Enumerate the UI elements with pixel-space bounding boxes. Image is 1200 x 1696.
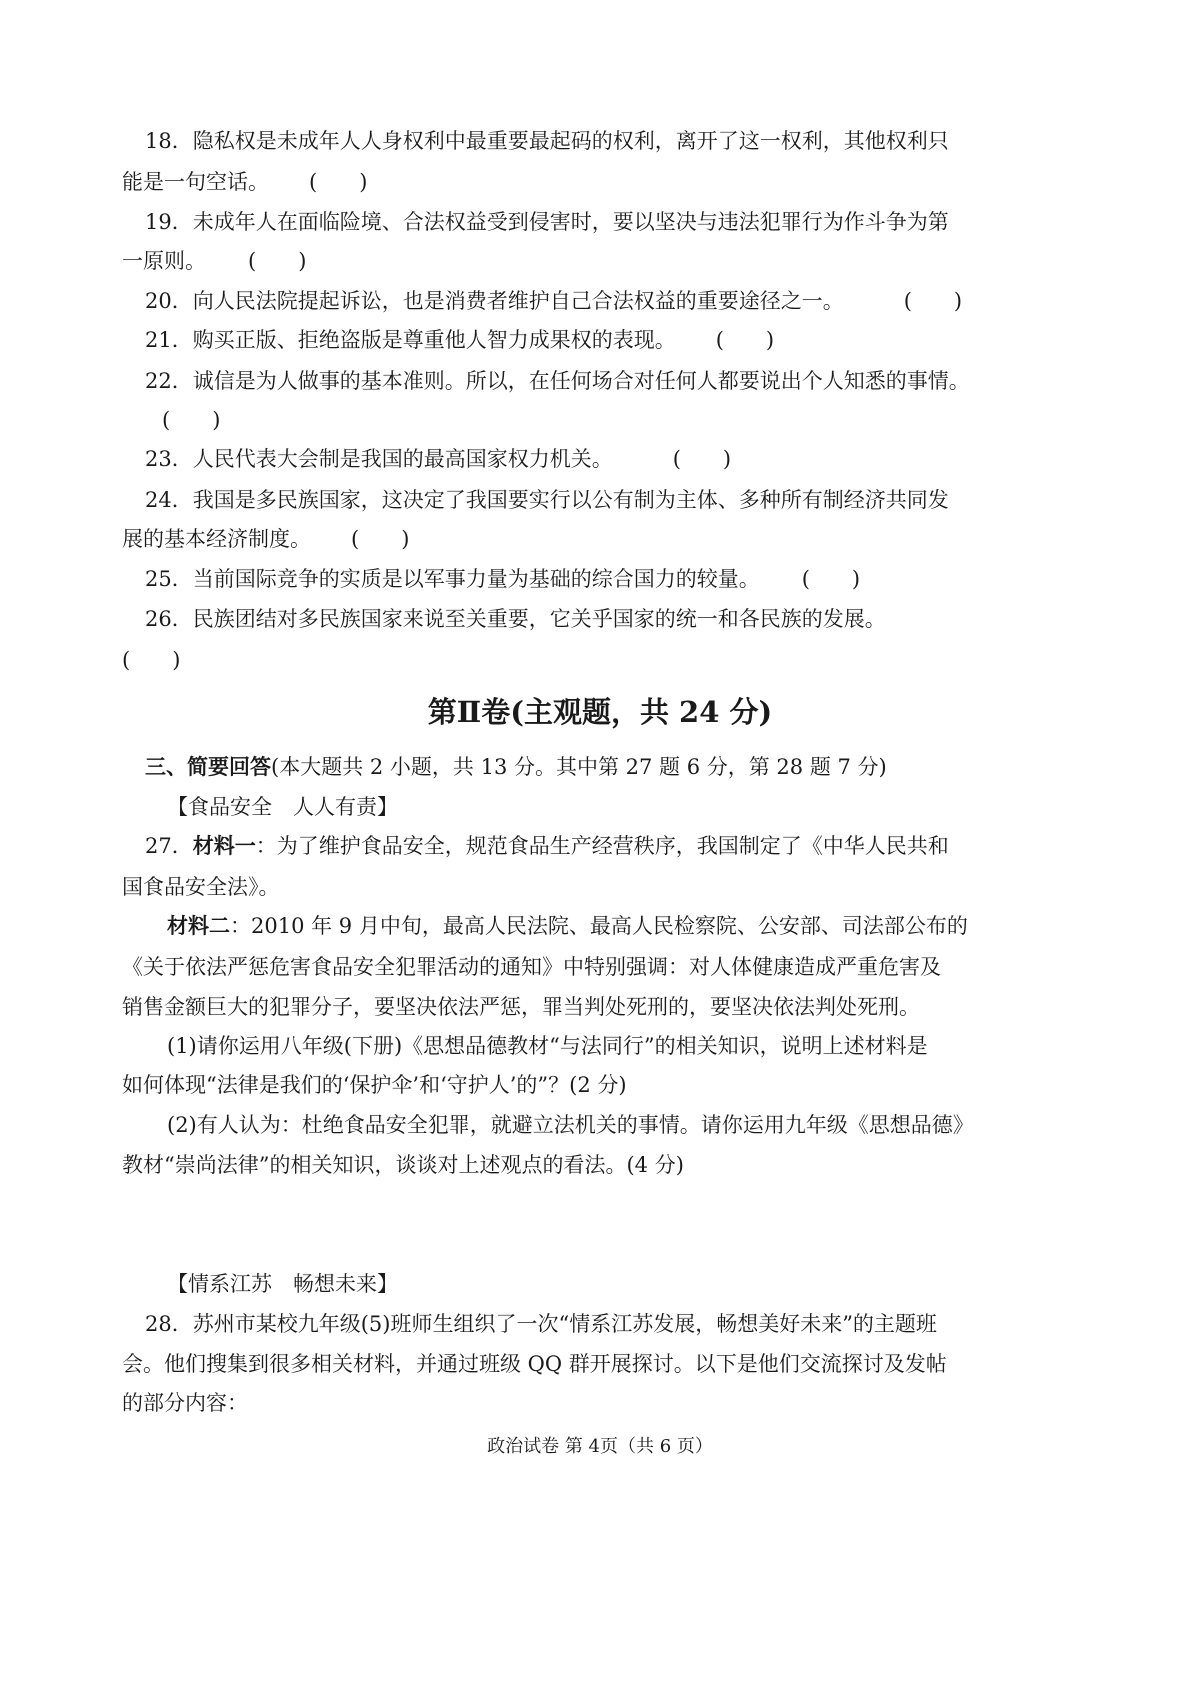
- q18-answer-blank[interactable]: ( ): [309, 170, 368, 194]
- q21-answer-blank[interactable]: ( ): [715, 328, 775, 352]
- part3-heading: [145, 752, 887, 782]
- q27-sub2-line2: 教材“崇尚法律”的相关知识，谈谈对上述观点的看法。(4 分): [122, 1153, 684, 1177]
- q27-material2-text: ：2010 年 9 月中旬，最高人民法院、最高人民检察院、公安部、司法部公布的: [230, 914, 968, 938]
- q26-line1: 26．民族团结对多民族国家来说至关重要，它关乎国家的统一和各民族的发展。: [145, 607, 886, 631]
- q20-text: 20．向人民法院提起诉讼，也是消费者维护自己合法权益的重要途径之一。: [145, 289, 844, 313]
- q27-number: 27．: [145, 834, 193, 858]
- part3-heading-label: 三、简要回答: [145, 754, 271, 779]
- q24-answer-blank[interactable]: ( ): [351, 527, 410, 551]
- q27-material1-label: 材料一: [192, 833, 256, 858]
- q23-line: [145, 444, 731, 474]
- q23-answer-blank[interactable]: ( ): [672, 447, 732, 471]
- q18-line1: 18．隐私权是未成年人人身权利中最重要最起码的权利，离开了这一权利，其他权利只: [145, 129, 949, 153]
- q19-text: 一原则。: [122, 249, 206, 273]
- q24-text: 展的基本经济制度。: [122, 527, 311, 551]
- q27-material2-line1: [167, 911, 968, 941]
- section-title: 第Ⅱ卷(主观题，共 24 分): [427, 695, 773, 729]
- theme-food-safety: 【食品安全 人人有责】: [167, 795, 398, 819]
- q20-line: [145, 286, 962, 316]
- q25-text: 25．当前国际竞争的实质是以军事力量为基础的综合国力的较量。: [145, 567, 760, 591]
- q27-sub1-line2: 如何体现“法律是我们的‘保护伞’和‘守护人’的”？(2 分): [122, 1073, 627, 1097]
- q27-material1-line2: 国食品安全法》。: [122, 875, 280, 899]
- q18-text: 能是一句空话。: [122, 170, 269, 194]
- q22-line1: 22．诚信是为人做事的基本准则。所以，在任何场合对任何人都要说出个人知悉的事情。: [145, 369, 970, 393]
- q28-line1: 28．苏州市某校九年级(5)班师生组织了一次“情系江苏发展，畅想美好未来”的主题班: [145, 1312, 937, 1336]
- q27-material2-label: 材料二: [167, 913, 230, 938]
- q23-text: 23．人民代表大会制是我国的最高国家权力机关。: [145, 447, 613, 471]
- q28-line3: 的部分内容：: [122, 1391, 248, 1415]
- q28-line2: 会。他们搜集到很多相关材料，并通过班级 QQ 群开展探讨。以下是他们交流探讨及发帖: [122, 1352, 947, 1376]
- q27-material2-line3: 销售金额巨大的犯罪分子，要坚决依法严惩，罪当判处死刑的，要坚决依法判处死刑。: [122, 995, 920, 1019]
- q26-answer-blank[interactable]: ( ): [122, 648, 181, 672]
- q19-answer-blank[interactable]: ( ): [248, 249, 307, 273]
- theme-jiangsu-future: 【情系江苏 畅想未来】: [167, 1272, 398, 1296]
- q24-line1: 24．我国是多民族国家，这决定了我国要实行以公有制为主体、多种所有制经济共同发: [145, 488, 949, 512]
- q27-sub2-line1: (2)有人认为：杜绝食品安全犯罪，就避立法机关的事情。请你运用九年级《思想品德》: [167, 1113, 974, 1137]
- q25-answer-blank[interactable]: ( ): [801, 567, 861, 591]
- q21-line: [145, 325, 774, 355]
- q19-line1: 19．未成年人在面临险境、合法权益受到侵害时，要以坚决与违法犯罪行为作斗争为第: [145, 210, 949, 234]
- q27-material1-line1: [145, 831, 949, 861]
- page-footer: 政治试卷 第 4页（共 6 页）: [487, 1436, 713, 1457]
- q27-material1-text: ：为了维护食品安全，规范食品生产经营秩序，我国制定了《中华人民共和: [255, 834, 949, 858]
- q27-sub1-line1: (1)请你运用八年级(下册)《思想品德教材“与法同行”的相关知识，说明上述材料是: [167, 1034, 928, 1058]
- q27-material2-line2: 《关于依法严惩危害食品安全犯罪活动的通知》中特别强调：对人体健康造成严重危害及: [122, 955, 941, 979]
- q20-answer-blank[interactable]: ( ): [903, 289, 963, 313]
- q25-line: [145, 564, 860, 594]
- q19-line2: [122, 246, 306, 276]
- q22-answer-blank[interactable]: ( ): [162, 408, 221, 432]
- q21-text: 21．购买正版、拒绝盗版是尊重他人智力成果权的表现。: [145, 328, 676, 352]
- q24-line2: [122, 524, 409, 554]
- part3-heading-detail: (本大题共 2 小题，共 13 分。其中第 27 题 6 分，第 28 题 7 分): [271, 755, 887, 779]
- q18-line2: [122, 167, 367, 197]
